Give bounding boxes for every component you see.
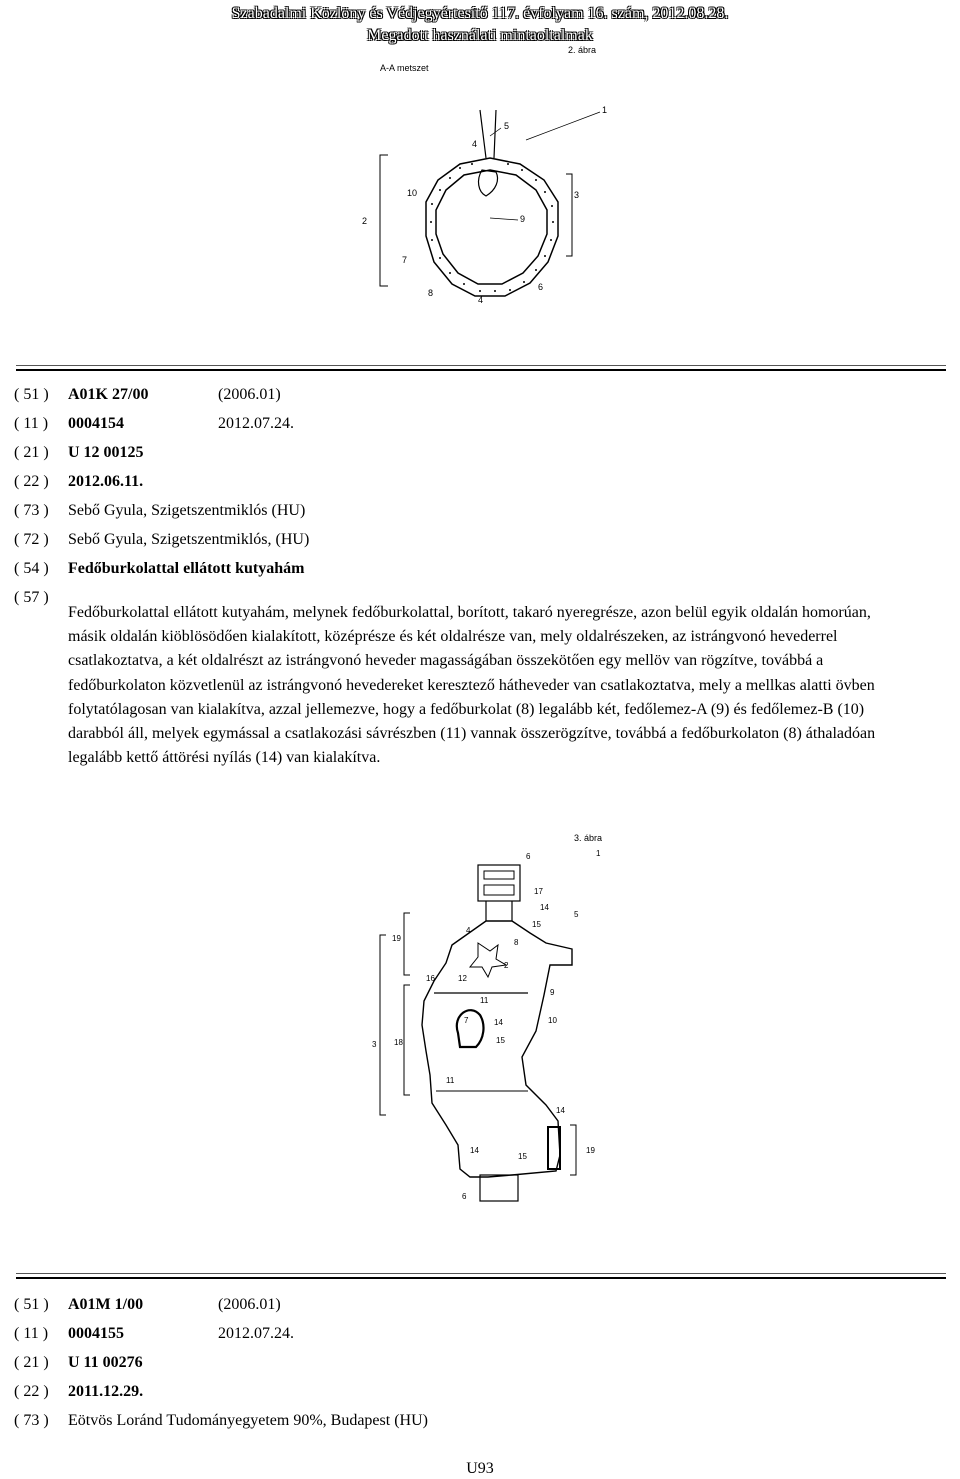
fig3-label: 5 [574, 910, 579, 919]
bottom-buckle [480, 1175, 518, 1201]
fig3-label: 15 [518, 1152, 527, 1161]
fig3-label: 6 [462, 1192, 467, 1201]
entry-1-abstract: Fedőburkolattal ellátott kutyahám, melynek fedőburkolattal, borított, takaró nyeregrésze, azon belül egyik oldalán homorúan, másik oldalán kiöblösödően kialakított, középrésze és két oldalrésze van, mely oldalrészeken, az istrángvonó hevederrel csatlakoztatva, a két oldalrészt az istrángvonó heveder magasságában összekötően egy mellöv van rögzítve, továbbá a fedőburkolaton közvetlenül az istrángvonó hevedereket keresztező hátheveder van csatlakoztatva, mely a mellkas alatti övben folytatólagosan van kialakítva, azzal jellemezve, hogy a fedőburkolat (8) legalább két, fedőlemez-A (9) és fedőlemez-B (10) darabból áll, melyek egymással a csatlakozási sávrészben (11) vannak összerögzítve, továbbá a fedőburkolaton (8) áthaladóan legalább kettő áttörési nyílás (14) van kialakítva. [68, 604, 876, 767]
bracket-19-bottom [570, 1125, 576, 1175]
fig3-label: 11 [446, 1076, 455, 1085]
fig3-label: 14 [556, 1106, 565, 1115]
fig3-label: 14 [494, 1018, 503, 1027]
buckle-slot [484, 871, 514, 879]
field-51-date: (2006.01) [218, 386, 281, 403]
fig3-label: 8 [514, 938, 519, 947]
fig3-label: 17 [534, 887, 543, 896]
bracket-3 [380, 935, 386, 1115]
field-21-value: U 11 00276 [68, 1354, 143, 1371]
inner-ring [436, 170, 547, 284]
figure-3-caption: 3. ábra [574, 833, 603, 843]
journal-title: Szabadalmi Közlöny és Védjegyértesítő 117. évfolyam 16. szám, 2012.08.28. [231, 5, 729, 22]
field-73-value: Eötvös Loránd Tudományegyetem 90%, Budapest (HU) [68, 1412, 428, 1429]
field-51-code: ( 51 ) [14, 1296, 49, 1313]
fig3-label: 1 [596, 849, 601, 858]
fig2-label: 9 [520, 214, 526, 224]
entry-separator [16, 365, 946, 371]
fig3-label: 3 [372, 1040, 377, 1049]
top-strap [486, 901, 512, 921]
field-54-title: Fedőburkolattal ellátott kutyahám [68, 560, 305, 577]
field-72-value: Sebő Gyula, Szigetszentmiklós, (HU) [68, 531, 310, 548]
fig3-label: 9 [550, 988, 555, 997]
top-buckle [478, 865, 520, 901]
field-51-code: ( 51 ) [14, 386, 49, 403]
leader-line [490, 218, 518, 220]
field-11-code: ( 11 ) [14, 415, 49, 432]
fig2-label: 2 [362, 216, 368, 226]
buckle-slot [484, 885, 514, 895]
field-51-value: A01K 27/00 [68, 386, 149, 403]
fig3-label: 6 [526, 852, 531, 861]
field-21-value: U 12 00125 [68, 444, 144, 461]
bracket-right [566, 174, 572, 256]
fig3-label: 14 [540, 903, 549, 912]
figure-3-drawing [360, 825, 620, 1210]
fig3-label: 7 [464, 1016, 469, 1025]
fig2-label: 4 [478, 295, 484, 305]
fig3-label: 15 [532, 920, 541, 929]
field-21-code: ( 21 ) [14, 444, 49, 461]
fig3-label: 19 [586, 1146, 595, 1155]
field-73-code: ( 73 ) [14, 1412, 49, 1429]
fig3-label: 18 [394, 1038, 403, 1047]
field-57-code: ( 57 ) [14, 589, 49, 606]
ring-dots [430, 163, 554, 292]
field-51-value: A01M 1/00 [68, 1296, 144, 1313]
ring-d [457, 1010, 484, 1047]
field-11-date: 2012.07.24. [218, 1325, 294, 1342]
fig3-label: 11 [480, 996, 489, 1005]
field-72-code: ( 72 ) [14, 531, 49, 548]
field-51-date: (2006.01) [218, 1296, 281, 1313]
fig3-label: 16 [426, 974, 435, 983]
field-22-value: 2012.06.11. [68, 473, 144, 490]
field-54-code: ( 54 ) [14, 560, 49, 577]
fig3-label: 19 [392, 934, 401, 943]
field-22-value: 2011.12.29. [68, 1383, 144, 1400]
field-11-value: 0004155 [68, 1325, 124, 1342]
fig2-label: 5 [504, 121, 510, 131]
fig2-label: 1 [602, 105, 608, 115]
spike-detail [470, 943, 506, 977]
bracket-19-top [404, 913, 410, 975]
field-11-value: 0004154 [68, 415, 124, 432]
fig2-label: 4 [472, 139, 478, 149]
field-73-code: ( 73 ) [14, 502, 49, 519]
fig2-label: 3 [574, 190, 580, 200]
field-11-date: 2012.07.24. [218, 415, 294, 432]
fig2-label: 7 [402, 255, 408, 265]
bracket-18 [404, 985, 410, 1095]
entry-separator [16, 1273, 946, 1279]
field-21-code: ( 21 ) [14, 1354, 49, 1371]
figure-2-section-label: A-A metszet [380, 63, 429, 73]
field-11-code: ( 11 ) [14, 1325, 49, 1342]
leader-line [526, 112, 600, 140]
fig2-label: 8 [428, 288, 434, 298]
outer-ring [426, 158, 558, 296]
fig3-label: 14 [470, 1146, 479, 1155]
fig2-label: 6 [538, 282, 544, 292]
fig2-label: 10 [407, 188, 418, 198]
field-73-value: Sebő Gyula, Szigetszentmiklós (HU) [68, 502, 306, 519]
field-22-code: ( 22 ) [14, 1383, 49, 1400]
bracket-left [380, 155, 388, 286]
fig3-label: 4 [466, 926, 471, 935]
figure-2-drawing [340, 40, 640, 330]
figure-2-caption: 2. ábra [568, 45, 597, 55]
page-number: U93 [466, 1460, 494, 1477]
fig3-label: 2 [504, 961, 509, 970]
field-22-code: ( 22 ) [14, 473, 49, 490]
strap [480, 110, 496, 158]
fig3-label: 12 [458, 974, 467, 983]
fig3-label: 15 [496, 1036, 505, 1045]
clip [479, 170, 498, 196]
fig3-label: 10 [548, 1016, 557, 1025]
section-title: Megadott használati mintaoltalmak [367, 27, 593, 44]
